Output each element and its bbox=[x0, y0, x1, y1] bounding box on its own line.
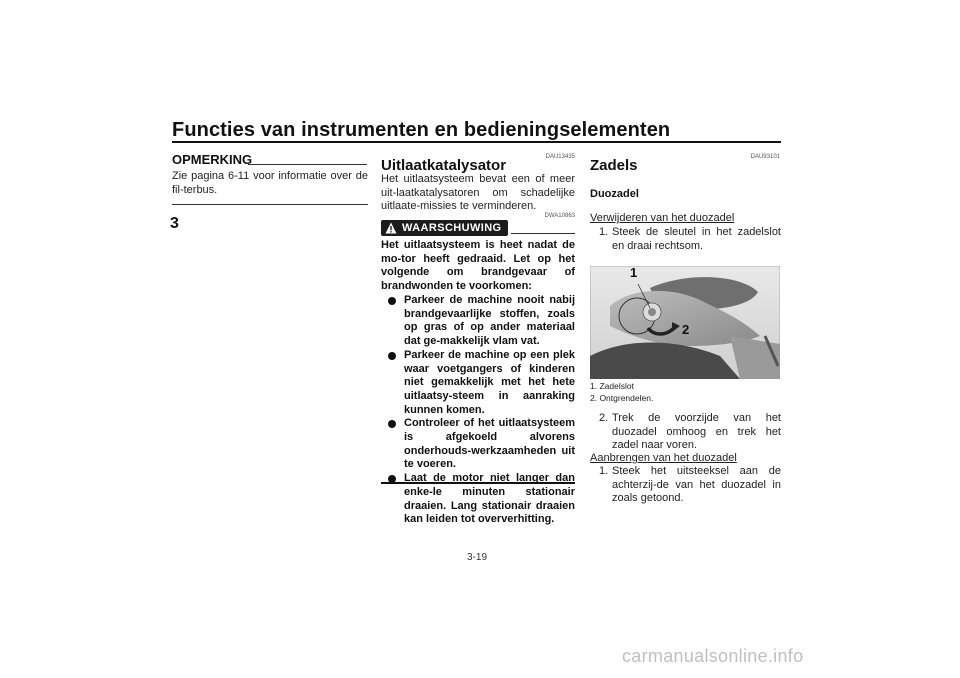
step-text: Steek het uitsteeksel aan de achterzij-de van het duozadel in zoals getoond. bbox=[612, 465, 781, 505]
seat-lock-figure bbox=[590, 266, 780, 379]
subheading: Duozadel bbox=[590, 188, 639, 200]
section-code: DAU93101 bbox=[750, 154, 780, 160]
page-number: 3-19 bbox=[467, 552, 488, 563]
section-heading: Zadels bbox=[590, 157, 638, 174]
step-text: Trek de voorzijde van het duozadel omhoog en trek het zadel naar voren. bbox=[612, 412, 781, 452]
note-heading: OPMERKING bbox=[172, 152, 253, 167]
note-heading-rule bbox=[248, 164, 367, 165]
step-number: 1. bbox=[599, 465, 609, 477]
step-text: Steek de sleutel in het zadelslot en draai rechtsom. bbox=[612, 226, 781, 252]
warning-bullet: Parkeer de machine nooit nabij brandgevaarlijke stoffen, zoals op gras of op ander materiaal dat ge-makkelijk vlam vat. bbox=[386, 294, 575, 349]
warning-label: WAARSCHUWING bbox=[402, 222, 502, 234]
seat-lock-core bbox=[648, 308, 656, 316]
warning-rule bbox=[511, 233, 575, 234]
watermark: carmanualsonline.info bbox=[622, 646, 804, 666]
warning-badge bbox=[381, 220, 508, 236]
bullet-icon bbox=[388, 297, 396, 305]
header-rule bbox=[172, 141, 781, 143]
step-number: 2. bbox=[599, 412, 609, 424]
section-heading: Uitlaatkatalysator bbox=[381, 157, 507, 174]
figure-caption: 2. Ontgrendelen. bbox=[590, 393, 654, 403]
warning-lead: Het uitlaatsysteem is heet nadat de mo-tor heeft gedraaid. Let op het volgende om brandgevaar of brandwonden te voorkomen: bbox=[381, 239, 575, 293]
step-number: 1. bbox=[599, 226, 609, 238]
warning-bullet: Parkeer de machine op een plek waar voetgangers of kinderen niet gemakkelijk met het hete uitlaatsy-steem in aanraking kunnen komen. bbox=[386, 349, 575, 418]
chapter-tab: 3 bbox=[170, 215, 179, 232]
section-code: DAU13435 bbox=[545, 154, 575, 160]
warning-code: DWA10863 bbox=[544, 213, 575, 219]
warning-end-rule bbox=[381, 482, 575, 484]
warning-bullet: Laat de motor niet langer dan enke-le minuten stationair draaien. Lang stationair draaien kan leiden tot oververhitting. bbox=[386, 472, 575, 527]
figure-caption: 1. Zadelslot bbox=[590, 381, 634, 391]
warning-bullet-list bbox=[386, 294, 575, 527]
figure-label: 1 bbox=[630, 266, 638, 280]
warning-triangle-icon bbox=[385, 222, 397, 234]
procedure-title: Verwijderen van het duozadel bbox=[590, 212, 735, 224]
warning-bullet: Controleer of het uitlaatsysteem is afgekoeld alvorens onderhouds-werkzaamheden uit te voeren. bbox=[386, 417, 575, 472]
note-end-rule bbox=[172, 204, 368, 205]
page-title: Functies van instrumenten en bedieningselementen bbox=[172, 119, 671, 141]
procedure-title: Aanbrengen van het duozadel bbox=[590, 452, 737, 464]
section-intro: Het uitlaatsysteem bevat een of meer uit-laatkatalysatoren om schadelijke uitlaate-missies te verminderen. bbox=[381, 173, 575, 213]
note-text: Zie pagina 6-11 voor informatie over de fil-terbus. bbox=[172, 170, 368, 196]
figure-label: 2 bbox=[682, 322, 690, 337]
bullet-icon bbox=[388, 352, 396, 360]
bullet-icon bbox=[388, 420, 396, 428]
